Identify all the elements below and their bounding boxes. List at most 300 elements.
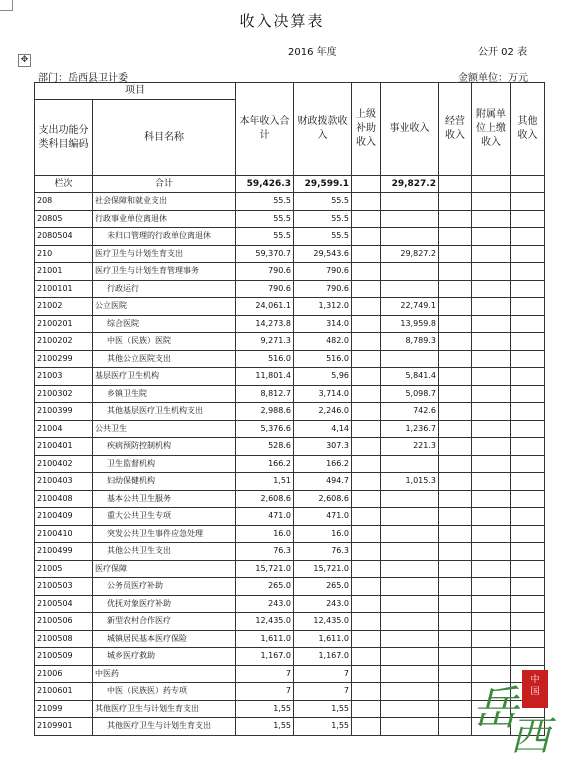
table-row (35, 420, 545, 438)
row-other (511, 525, 545, 543)
row-name: 其他公立医院支出 (93, 350, 236, 368)
row-superior (352, 718, 381, 736)
row-code: 2100402 (35, 455, 93, 473)
row-fiscal: 15,721.0 (294, 560, 352, 578)
table-row (35, 263, 545, 281)
row-code: 208 (35, 193, 93, 211)
row-name: 优抚对象医疗补助 (93, 595, 236, 613)
row-code: 2100508 (35, 630, 93, 648)
unit-label: 金额单位：万元 (458, 73, 528, 84)
row-business (381, 280, 439, 298)
row-business (381, 683, 439, 701)
row-total: 243.0 (236, 595, 294, 613)
row-fiscal: 55.5 (294, 193, 352, 211)
row-subsidiary (472, 543, 511, 561)
row-name: 城镇居民基本医疗保险 (93, 630, 236, 648)
row-code: 2100401 (35, 438, 93, 456)
row-superior (352, 560, 381, 578)
row-name: 妇幼保健机构 (93, 473, 236, 491)
row-superior (352, 543, 381, 561)
row-code: 2100202 (35, 333, 93, 351)
row-code: 2100506 (35, 613, 93, 631)
row-name: 医疗卫生与计划生育支出 (93, 245, 236, 263)
row-business (381, 228, 439, 246)
row-total: 24,061.1 (236, 298, 294, 316)
table-row (35, 525, 545, 543)
summary-fiscal: 29,599.1 (294, 176, 352, 193)
row-subsidiary (472, 193, 511, 211)
row-operating (439, 700, 472, 718)
row-other (511, 368, 545, 386)
row-other (511, 438, 545, 456)
row-total: 14,273.8 (236, 315, 294, 333)
row-code: 21005 (35, 560, 93, 578)
row-other (511, 350, 545, 368)
row-fiscal: 76.3 (294, 543, 352, 561)
row-fiscal: 243.0 (294, 595, 352, 613)
row-subsidiary (472, 210, 511, 228)
row-name: 突发公共卫生事件应急处理 (93, 525, 236, 543)
summary-superior (352, 176, 381, 193)
row-superior (352, 315, 381, 333)
row-superior (352, 403, 381, 421)
row-fiscal: 55.5 (294, 210, 352, 228)
table-row (35, 613, 545, 631)
header-fiscal: 财政拨款收入 (294, 83, 352, 176)
row-other (511, 578, 545, 596)
row-subsidiary (472, 490, 511, 508)
row-fiscal: 3,714.0 (294, 385, 352, 403)
row-business (381, 630, 439, 648)
row-code: 21006 (35, 665, 93, 683)
row-fiscal: 12,435.0 (294, 613, 352, 631)
row-other (511, 263, 545, 281)
row-fiscal: 1,167.0 (294, 648, 352, 666)
header-total: 本年收入合计 (236, 83, 294, 176)
row-subsidiary (472, 263, 511, 281)
row-operating (439, 245, 472, 263)
row-operating (439, 718, 472, 736)
row-code: 2109901 (35, 718, 93, 736)
row-fiscal: 790.6 (294, 280, 352, 298)
row-operating (439, 438, 472, 456)
row-business (381, 648, 439, 666)
table-row (35, 700, 545, 718)
row-operating (439, 630, 472, 648)
row-name: 基本公共卫生服务 (93, 490, 236, 508)
row-fiscal: 5,96 (294, 368, 352, 386)
header-superior: 上级补助收入 (352, 83, 381, 176)
row-superior (352, 228, 381, 246)
row-fiscal: 55.5 (294, 228, 352, 246)
row-other (511, 508, 545, 526)
row-subsidiary (472, 648, 511, 666)
row-name: 疾病预防控制机构 (93, 438, 236, 456)
row-total: 528.6 (236, 438, 294, 456)
row-operating (439, 403, 472, 421)
row-fiscal: 2,246.0 (294, 403, 352, 421)
row-operating (439, 455, 472, 473)
row-total: 790.6 (236, 280, 294, 298)
table-row (35, 630, 545, 648)
table-row (35, 315, 545, 333)
row-business (381, 490, 439, 508)
row-code: 21002 (35, 298, 93, 316)
row-total: 55.5 (236, 210, 294, 228)
row-total: 2,608.6 (236, 490, 294, 508)
row-name: 未归口管理的行政单位离退休 (93, 228, 236, 246)
row-superior (352, 473, 381, 491)
row-operating (439, 280, 472, 298)
row-fiscal: 482.0 (294, 333, 352, 351)
row-subsidiary (472, 298, 511, 316)
row-subsidiary (472, 508, 511, 526)
row-code: 2100201 (35, 315, 93, 333)
row-operating (439, 350, 472, 368)
row-code: 21001 (35, 263, 93, 281)
row-total: 12,435.0 (236, 613, 294, 631)
table-row (35, 298, 545, 316)
row-total: 16.0 (236, 525, 294, 543)
row-total: 471.0 (236, 508, 294, 526)
table-row (35, 455, 545, 473)
row-name: 其他基层医疗卫生机构支出 (93, 403, 236, 421)
row-code: 2100101 (35, 280, 93, 298)
row-operating (439, 508, 472, 526)
row-name: 医疗卫生与计划生育管理事务 (93, 263, 236, 281)
table-move-handle-icon[interactable]: ✥ (18, 54, 31, 67)
row-total: 76.3 (236, 543, 294, 561)
row-name: 其他公共卫生支出 (93, 543, 236, 561)
row-fiscal: 494.7 (294, 473, 352, 491)
row-fiscal: 314.0 (294, 315, 352, 333)
row-superior (352, 648, 381, 666)
row-superior (352, 368, 381, 386)
row-operating (439, 193, 472, 211)
row-code: 21003 (35, 368, 93, 386)
row-code: 2100409 (35, 508, 93, 526)
row-operating (439, 473, 472, 491)
row-code: 2100504 (35, 595, 93, 613)
row-operating (439, 315, 472, 333)
row-superior (352, 193, 381, 211)
header-operating: 经营收入 (439, 83, 472, 176)
row-business (381, 718, 439, 736)
row-business (381, 263, 439, 281)
row-name: 重大公共卫生专项 (93, 508, 236, 526)
row-business (381, 350, 439, 368)
row-operating (439, 560, 472, 578)
row-name: 新型农村合作医疗 (93, 613, 236, 631)
row-total: 1,51 (236, 473, 294, 491)
row-total: 15,721.0 (236, 560, 294, 578)
row-other (511, 630, 545, 648)
row-code: 2100499 (35, 543, 93, 561)
row-superior (352, 350, 381, 368)
row-operating (439, 228, 472, 246)
table-row (35, 333, 545, 351)
row-operating (439, 263, 472, 281)
row-other (511, 315, 545, 333)
row-code: 21099 (35, 700, 93, 718)
row-fiscal: 516.0 (294, 350, 352, 368)
row-business (381, 595, 439, 613)
row-name: 公共卫生 (93, 420, 236, 438)
row-code: 2100408 (35, 490, 93, 508)
row-other (511, 560, 545, 578)
row-other (511, 490, 545, 508)
row-superior (352, 630, 381, 648)
row-operating (439, 683, 472, 701)
row-business (381, 700, 439, 718)
row-name: 其他医疗卫生与计划生育支出 (93, 700, 236, 718)
row-subsidiary (472, 368, 511, 386)
header-other: 其他收入 (511, 83, 545, 176)
row-fiscal: 7 (294, 683, 352, 701)
row-fiscal: 265.0 (294, 578, 352, 596)
row-business: 29,827.2 (381, 245, 439, 263)
row-business: 1,236.7 (381, 420, 439, 438)
row-superior (352, 210, 381, 228)
row-other (511, 473, 545, 491)
row-code: 2100403 (35, 473, 93, 491)
row-superior (352, 298, 381, 316)
row-subsidiary (472, 595, 511, 613)
row-other (511, 333, 545, 351)
row-superior (352, 595, 381, 613)
row-business (381, 193, 439, 211)
table-row (35, 490, 545, 508)
header-name-col: 科目名称 (93, 100, 236, 176)
summary-row (35, 176, 545, 193)
table-row (35, 560, 545, 578)
table-row (35, 245, 545, 263)
row-name: 卫生监督机构 (93, 455, 236, 473)
row-operating (439, 543, 472, 561)
table-row (35, 228, 545, 246)
row-total: 7 (236, 665, 294, 683)
row-subsidiary (472, 385, 511, 403)
row-operating (439, 578, 472, 596)
row-subsidiary (472, 280, 511, 298)
row-superior (352, 280, 381, 298)
row-business: 5,098.7 (381, 385, 439, 403)
row-other (511, 228, 545, 246)
summary-business: 29,827.2 (381, 176, 439, 193)
row-subsidiary (472, 630, 511, 648)
row-code: 2100299 (35, 350, 93, 368)
row-business (381, 455, 439, 473)
row-superior (352, 245, 381, 263)
row-superior (352, 385, 381, 403)
row-total: 790.6 (236, 263, 294, 281)
row-code: 2100509 (35, 648, 93, 666)
row-name: 行政运行 (93, 280, 236, 298)
summary-subsidiary (472, 176, 511, 193)
row-business: 8,789.3 (381, 333, 439, 351)
row-operating (439, 210, 472, 228)
row-name: 中医药 (93, 665, 236, 683)
row-name: 医疗保障 (93, 560, 236, 578)
table-row (35, 595, 545, 613)
row-subsidiary (472, 455, 511, 473)
row-total: 265.0 (236, 578, 294, 596)
row-subsidiary (472, 245, 511, 263)
row-subsidiary (472, 420, 511, 438)
row-operating (439, 525, 472, 543)
row-superior (352, 613, 381, 631)
table-row (35, 648, 545, 666)
row-code: 2100302 (35, 385, 93, 403)
row-superior (352, 700, 381, 718)
row-other (511, 648, 545, 666)
row-business: 13,959.8 (381, 315, 439, 333)
row-subsidiary (472, 315, 511, 333)
row-fiscal: 2,608.6 (294, 490, 352, 508)
row-business: 221.3 (381, 438, 439, 456)
row-total: 2,988.6 (236, 403, 294, 421)
row-operating (439, 490, 472, 508)
row-subsidiary (472, 613, 511, 631)
row-superior (352, 525, 381, 543)
row-business (381, 210, 439, 228)
table-row (35, 543, 545, 561)
table-row (35, 368, 545, 386)
row-business (381, 560, 439, 578)
row-total: 5,376.6 (236, 420, 294, 438)
row-name: 乡镇卫生院 (93, 385, 236, 403)
table-row (35, 193, 545, 211)
row-fiscal: 7 (294, 665, 352, 683)
row-other (511, 193, 545, 211)
row-subsidiary (472, 578, 511, 596)
row-code: 2100503 (35, 578, 93, 596)
header-item: 项目 (35, 83, 236, 100)
row-subsidiary (472, 333, 511, 351)
row-total: 55.5 (236, 193, 294, 211)
row-business (381, 613, 439, 631)
row-fiscal: 790.6 (294, 263, 352, 281)
row-total: 516.0 (236, 350, 294, 368)
row-code: 2100410 (35, 525, 93, 543)
row-other (511, 385, 545, 403)
row-subsidiary (472, 560, 511, 578)
row-total: 9,271.3 (236, 333, 294, 351)
row-business: 22,749.1 (381, 298, 439, 316)
row-other (511, 595, 545, 613)
row-operating (439, 368, 472, 386)
table-row (35, 718, 545, 736)
row-name: 城乡医疗救助 (93, 648, 236, 666)
china-seal-icon: 中 国 (522, 670, 548, 708)
row-fiscal: 16.0 (294, 525, 352, 543)
row-code: 210 (35, 245, 93, 263)
svg-text:西: 西 (510, 714, 550, 754)
row-name: 中医（民族医）药专项 (93, 683, 236, 701)
row-total: 55.5 (236, 228, 294, 246)
row-operating (439, 648, 472, 666)
row-superior (352, 578, 381, 596)
summary-name: 合计 (93, 176, 236, 193)
row-other (511, 455, 545, 473)
row-business: 5,841.4 (381, 368, 439, 386)
row-name: 行政事业单位离退休 (93, 210, 236, 228)
row-subsidiary (472, 403, 511, 421)
row-superior (352, 263, 381, 281)
row-subsidiary (472, 228, 511, 246)
year-label: 2016 年度 (288, 47, 337, 58)
row-superior (352, 490, 381, 508)
row-business (381, 508, 439, 526)
row-subsidiary (472, 438, 511, 456)
row-fiscal: 4,14 (294, 420, 352, 438)
row-other (511, 420, 545, 438)
summary-code: 栏次 (35, 176, 93, 193)
row-operating (439, 385, 472, 403)
row-name: 公务员医疗补助 (93, 578, 236, 596)
row-subsidiary (472, 525, 511, 543)
table-row (35, 683, 545, 701)
row-operating (439, 613, 472, 631)
row-business (381, 578, 439, 596)
header-code-col: 支出功能分类科目编码 (35, 100, 93, 176)
row-subsidiary (472, 350, 511, 368)
row-operating (439, 298, 472, 316)
row-subsidiary (472, 473, 511, 491)
table-row (35, 385, 545, 403)
table-row (35, 210, 545, 228)
row-fiscal: 1,611.0 (294, 630, 352, 648)
row-business: 1,015.3 (381, 473, 439, 491)
department-label: 部门：岳西县卫计委 (38, 73, 128, 84)
page-title: 收入决算表 (239, 12, 325, 30)
row-operating (439, 595, 472, 613)
row-other (511, 613, 545, 631)
row-other (511, 280, 545, 298)
row-total: 7 (236, 683, 294, 701)
row-superior (352, 420, 381, 438)
row-name: 公立医院 (93, 298, 236, 316)
row-superior (352, 665, 381, 683)
row-fiscal: 1,55 (294, 700, 352, 718)
row-operating (439, 665, 472, 683)
row-superior (352, 455, 381, 473)
row-other (511, 245, 545, 263)
row-fiscal: 307.3 (294, 438, 352, 456)
svg-text:岳: 岳 (472, 681, 518, 735)
row-code: 2080504 (35, 228, 93, 246)
row-total: 166.2 (236, 455, 294, 473)
row-other (511, 210, 545, 228)
row-total: 1,611.0 (236, 630, 294, 648)
row-fiscal: 471.0 (294, 508, 352, 526)
summary-other (511, 176, 545, 193)
table-row (35, 280, 545, 298)
income-table (34, 82, 545, 736)
row-name: 其他医疗卫生与计划生育支出 (93, 718, 236, 736)
row-other (511, 403, 545, 421)
row-name: 社会保障和就业支出 (93, 193, 236, 211)
row-total: 8,812.7 (236, 385, 294, 403)
header-subsidiary: 附属单位上缴收入 (472, 83, 511, 176)
open-table-label: 公开 02 表 (478, 47, 528, 58)
table-row (35, 438, 545, 456)
row-fiscal: 29,543.6 (294, 245, 352, 263)
row-superior (352, 508, 381, 526)
table-row (35, 350, 545, 368)
row-total: 1,55 (236, 718, 294, 736)
row-business (381, 525, 439, 543)
